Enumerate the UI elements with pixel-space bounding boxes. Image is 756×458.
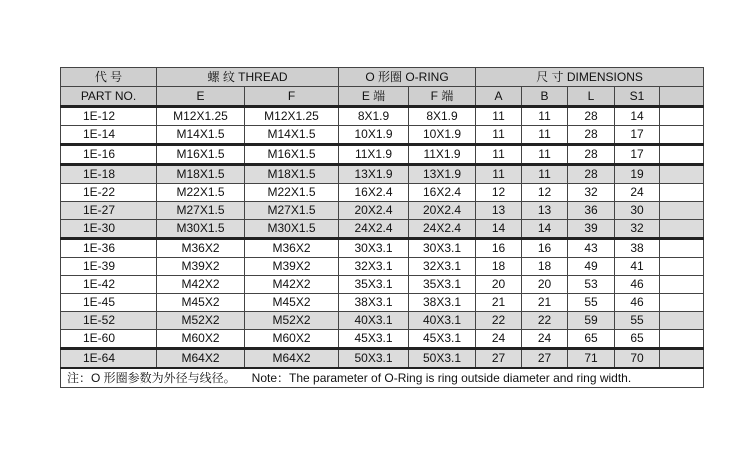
part-no-cell: 1E-36 bbox=[61, 239, 157, 258]
dim-l-cell: 55 bbox=[568, 294, 615, 312]
dim-s1-cell: 38 bbox=[615, 239, 660, 258]
note-cn: 注：O 形圈参数为外径与线径。 bbox=[67, 370, 236, 385]
dim-s1-cell: 46 bbox=[615, 294, 660, 312]
oring-f-cell: 32X3.1 bbox=[409, 258, 476, 276]
thread-e-cell: M36X2 bbox=[157, 239, 245, 258]
blank-cell bbox=[660, 312, 704, 330]
oring-e-cell: 20X2.4 bbox=[339, 202, 409, 220]
dim-b-cell: 24 bbox=[522, 330, 568, 349]
part-no-cell: 1E-27 bbox=[61, 202, 157, 220]
part-no-cell: 1E-14 bbox=[61, 126, 157, 145]
dim-a-cell: 11 bbox=[476, 165, 522, 184]
blank-cell bbox=[660, 202, 704, 220]
part-no-cell: 1E-12 bbox=[61, 107, 157, 126]
dim-a-cell: 22 bbox=[476, 312, 522, 330]
part-no-cell: 1E-39 bbox=[61, 258, 157, 276]
oring-e-cell: 50X3.1 bbox=[339, 349, 409, 369]
oring-e-header: E 端 bbox=[339, 87, 409, 107]
blank-cell bbox=[660, 107, 704, 126]
dim-b-cell: 18 bbox=[522, 258, 568, 276]
dimensions-group-header: 尺 寸 DIMENSIONS bbox=[476, 68, 704, 87]
thread-f-cell: M36X2 bbox=[245, 239, 339, 258]
table-row bbox=[61, 258, 704, 276]
dim-s1-cell: 19 bbox=[615, 165, 660, 184]
part-no-cell: 1E-18 bbox=[61, 165, 157, 184]
oring-e-cell: 24X2.4 bbox=[339, 220, 409, 239]
oring-f-cell: 20X2.4 bbox=[409, 202, 476, 220]
dim-a-cell: 11 bbox=[476, 145, 522, 165]
dim-l-cell: 28 bbox=[568, 145, 615, 165]
thread-f-cell: M39X2 bbox=[245, 258, 339, 276]
header-row-sub bbox=[61, 87, 704, 107]
dim-a-cell: 18 bbox=[476, 258, 522, 276]
dim-s1-cell: 55 bbox=[615, 312, 660, 330]
oring-f-cell: 40X3.1 bbox=[409, 312, 476, 330]
table-row bbox=[61, 330, 704, 349]
oring-e-cell: 32X3.1 bbox=[339, 258, 409, 276]
thread-f-cell: M60X2 bbox=[245, 330, 339, 349]
thread-f-cell: M52X2 bbox=[245, 312, 339, 330]
dim-b-cell: 16 bbox=[522, 239, 568, 258]
dim-l-cell: 36 bbox=[568, 202, 615, 220]
oring-e-cell: 35X3.1 bbox=[339, 276, 409, 294]
dim-l-cell: 59 bbox=[568, 312, 615, 330]
dim-l-cell: 53 bbox=[568, 276, 615, 294]
blank-cell bbox=[660, 239, 704, 258]
table-row bbox=[61, 184, 704, 202]
dim-b-cell: 22 bbox=[522, 312, 568, 330]
table-row bbox=[61, 312, 704, 330]
thread-f-cell: M30X1.5 bbox=[245, 220, 339, 239]
thread-e-cell: M27X1.5 bbox=[157, 202, 245, 220]
part-no-cell: 1E-64 bbox=[61, 349, 157, 369]
note-row bbox=[61, 368, 704, 388]
dim-l-cell: 43 bbox=[568, 239, 615, 258]
table-row bbox=[61, 107, 704, 126]
dim-l-cell: 39 bbox=[568, 220, 615, 239]
dim-b-cell: 21 bbox=[522, 294, 568, 312]
thread-e-cell: M64X2 bbox=[157, 349, 245, 369]
thread-f-cell: M18X1.5 bbox=[245, 165, 339, 184]
dim-l-cell: 28 bbox=[568, 165, 615, 184]
thread-e-cell: M52X2 bbox=[157, 312, 245, 330]
part-no-cell: 1E-60 bbox=[61, 330, 157, 349]
dim-l-cell: 71 bbox=[568, 349, 615, 369]
thread-f-cell: M16X1.5 bbox=[245, 145, 339, 165]
thread-e-cell: M42X2 bbox=[157, 276, 245, 294]
oring-e-cell: 40X3.1 bbox=[339, 312, 409, 330]
thread-e-cell: M12X1.25 bbox=[157, 107, 245, 126]
part-no-cell: 1E-22 bbox=[61, 184, 157, 202]
dim-a-cell: 11 bbox=[476, 107, 522, 126]
thread-f-cell: M42X2 bbox=[245, 276, 339, 294]
oring-f-cell: 10X1.9 bbox=[409, 126, 476, 145]
oring-f-cell: 50X3.1 bbox=[409, 349, 476, 369]
dim-b-cell: 13 bbox=[522, 202, 568, 220]
blank-cell bbox=[660, 184, 704, 202]
dim-b-cell: 12 bbox=[522, 184, 568, 202]
dim-b-cell: 11 bbox=[522, 126, 568, 145]
header-row-top bbox=[61, 68, 704, 87]
dim-b-cell: 20 bbox=[522, 276, 568, 294]
thread-e-cell: M39X2 bbox=[157, 258, 245, 276]
dim-s1-header: S1 bbox=[615, 87, 660, 107]
note-cell bbox=[61, 368, 704, 388]
thread-f-cell: M45X2 bbox=[245, 294, 339, 312]
table-row bbox=[61, 276, 704, 294]
blank-cell bbox=[660, 276, 704, 294]
oring-f-cell: 16X2.4 bbox=[409, 184, 476, 202]
blank-cell bbox=[660, 165, 704, 184]
thread-e-cell: M16X1.5 bbox=[157, 145, 245, 165]
part-no-cell: 1E-52 bbox=[61, 312, 157, 330]
fitting-spec-table bbox=[60, 67, 704, 388]
dim-a-cell: 20 bbox=[476, 276, 522, 294]
thread-e-cell: M14X1.5 bbox=[157, 126, 245, 145]
dim-b-cell: 14 bbox=[522, 220, 568, 239]
dim-l-cell: 49 bbox=[568, 258, 615, 276]
dim-l-header: L bbox=[568, 87, 615, 107]
part-no-cell: 1E-16 bbox=[61, 145, 157, 165]
dim-s1-cell: 17 bbox=[615, 145, 660, 165]
oring-e-cell: 30X3.1 bbox=[339, 239, 409, 258]
dim-a-cell: 27 bbox=[476, 349, 522, 369]
oring-e-cell: 45X3.1 bbox=[339, 330, 409, 349]
dim-b-cell: 27 bbox=[522, 349, 568, 369]
table-row bbox=[61, 202, 704, 220]
table-row bbox=[61, 294, 704, 312]
table-row bbox=[61, 126, 704, 145]
oring-e-cell: 10X1.9 bbox=[339, 126, 409, 145]
table-row bbox=[61, 145, 704, 165]
dim-s1-cell: 65 bbox=[615, 330, 660, 349]
dim-b-cell: 11 bbox=[522, 145, 568, 165]
dim-l-cell: 32 bbox=[568, 184, 615, 202]
dim-s1-cell: 14 bbox=[615, 107, 660, 126]
dim-a-cell: 12 bbox=[476, 184, 522, 202]
blank-cell bbox=[660, 349, 704, 369]
table-row bbox=[61, 165, 704, 184]
dim-l-cell: 28 bbox=[568, 107, 615, 126]
thread-e-cell: M22X1.5 bbox=[157, 184, 245, 202]
thread-f-header: F bbox=[245, 87, 339, 107]
blank-cell bbox=[660, 294, 704, 312]
dim-l-cell: 28 bbox=[568, 126, 615, 145]
part-no-cell: 1E-30 bbox=[61, 220, 157, 239]
blank-cell bbox=[660, 330, 704, 349]
dim-s1-cell: 17 bbox=[615, 126, 660, 145]
thread-group-header: 螺 纹 THREAD bbox=[157, 68, 339, 87]
oring-f-cell: 30X3.1 bbox=[409, 239, 476, 258]
thread-f-cell: M64X2 bbox=[245, 349, 339, 369]
dim-s1-cell: 24 bbox=[615, 184, 660, 202]
oring-e-cell: 13X1.9 bbox=[339, 165, 409, 184]
oring-f-cell: 11X1.9 bbox=[409, 145, 476, 165]
blank-cell bbox=[660, 126, 704, 145]
thread-e-cell: M60X2 bbox=[157, 330, 245, 349]
dim-b-cell: 11 bbox=[522, 107, 568, 126]
dim-b-cell: 11 bbox=[522, 165, 568, 184]
thread-e-cell: M30X1.5 bbox=[157, 220, 245, 239]
dim-b-header: B bbox=[522, 87, 568, 107]
dim-s1-cell: 32 bbox=[615, 220, 660, 239]
oring-group-header: O 形圈 O-RING bbox=[339, 68, 476, 87]
dim-a-cell: 13 bbox=[476, 202, 522, 220]
thread-e-header: E bbox=[157, 87, 245, 107]
dim-a-cell: 21 bbox=[476, 294, 522, 312]
oring-f-cell: 24X2.4 bbox=[409, 220, 476, 239]
thread-f-cell: M14X1.5 bbox=[245, 126, 339, 145]
code-header: 代 号 bbox=[61, 68, 157, 87]
blank-cell bbox=[660, 220, 704, 239]
oring-e-cell: 11X1.9 bbox=[339, 145, 409, 165]
oring-f-header: F 端 bbox=[409, 87, 476, 107]
table-row bbox=[61, 349, 704, 369]
oring-f-cell: 45X3.1 bbox=[409, 330, 476, 349]
part-no-header: PART NO. bbox=[61, 87, 157, 107]
oring-f-cell: 35X3.1 bbox=[409, 276, 476, 294]
thread-e-cell: M45X2 bbox=[157, 294, 245, 312]
oring-f-cell: 8X1.9 bbox=[409, 107, 476, 126]
thread-f-cell: M12X1.25 bbox=[245, 107, 339, 126]
oring-e-cell: 8X1.9 bbox=[339, 107, 409, 126]
dim-a-header: A bbox=[476, 87, 522, 107]
dim-s1-cell: 70 bbox=[615, 349, 660, 369]
thread-e-cell: M18X1.5 bbox=[157, 165, 245, 184]
dim-a-cell: 11 bbox=[476, 126, 522, 145]
oring-e-cell: 16X2.4 bbox=[339, 184, 409, 202]
thread-f-cell: M22X1.5 bbox=[245, 184, 339, 202]
oring-f-cell: 13X1.9 bbox=[409, 165, 476, 184]
part-no-cell: 1E-45 bbox=[61, 294, 157, 312]
thread-f-cell: M27X1.5 bbox=[245, 202, 339, 220]
oring-f-cell: 38X3.1 bbox=[409, 294, 476, 312]
blank-cell bbox=[660, 258, 704, 276]
blank-header-cell bbox=[660, 87, 704, 107]
part-no-cell: 1E-42 bbox=[61, 276, 157, 294]
note-en: Note：The parameter of O-Ring is ring outside diameter and ring width. bbox=[251, 370, 632, 385]
table-row bbox=[61, 239, 704, 258]
blank-cell bbox=[660, 145, 704, 165]
dim-a-cell: 16 bbox=[476, 239, 522, 258]
oring-e-cell: 38X3.1 bbox=[339, 294, 409, 312]
dim-s1-cell: 30 bbox=[615, 202, 660, 220]
table-row bbox=[61, 220, 704, 239]
dim-l-cell: 65 bbox=[568, 330, 615, 349]
dim-a-cell: 24 bbox=[476, 330, 522, 349]
dim-a-cell: 14 bbox=[476, 220, 522, 239]
dim-s1-cell: 46 bbox=[615, 276, 660, 294]
dim-s1-cell: 41 bbox=[615, 258, 660, 276]
